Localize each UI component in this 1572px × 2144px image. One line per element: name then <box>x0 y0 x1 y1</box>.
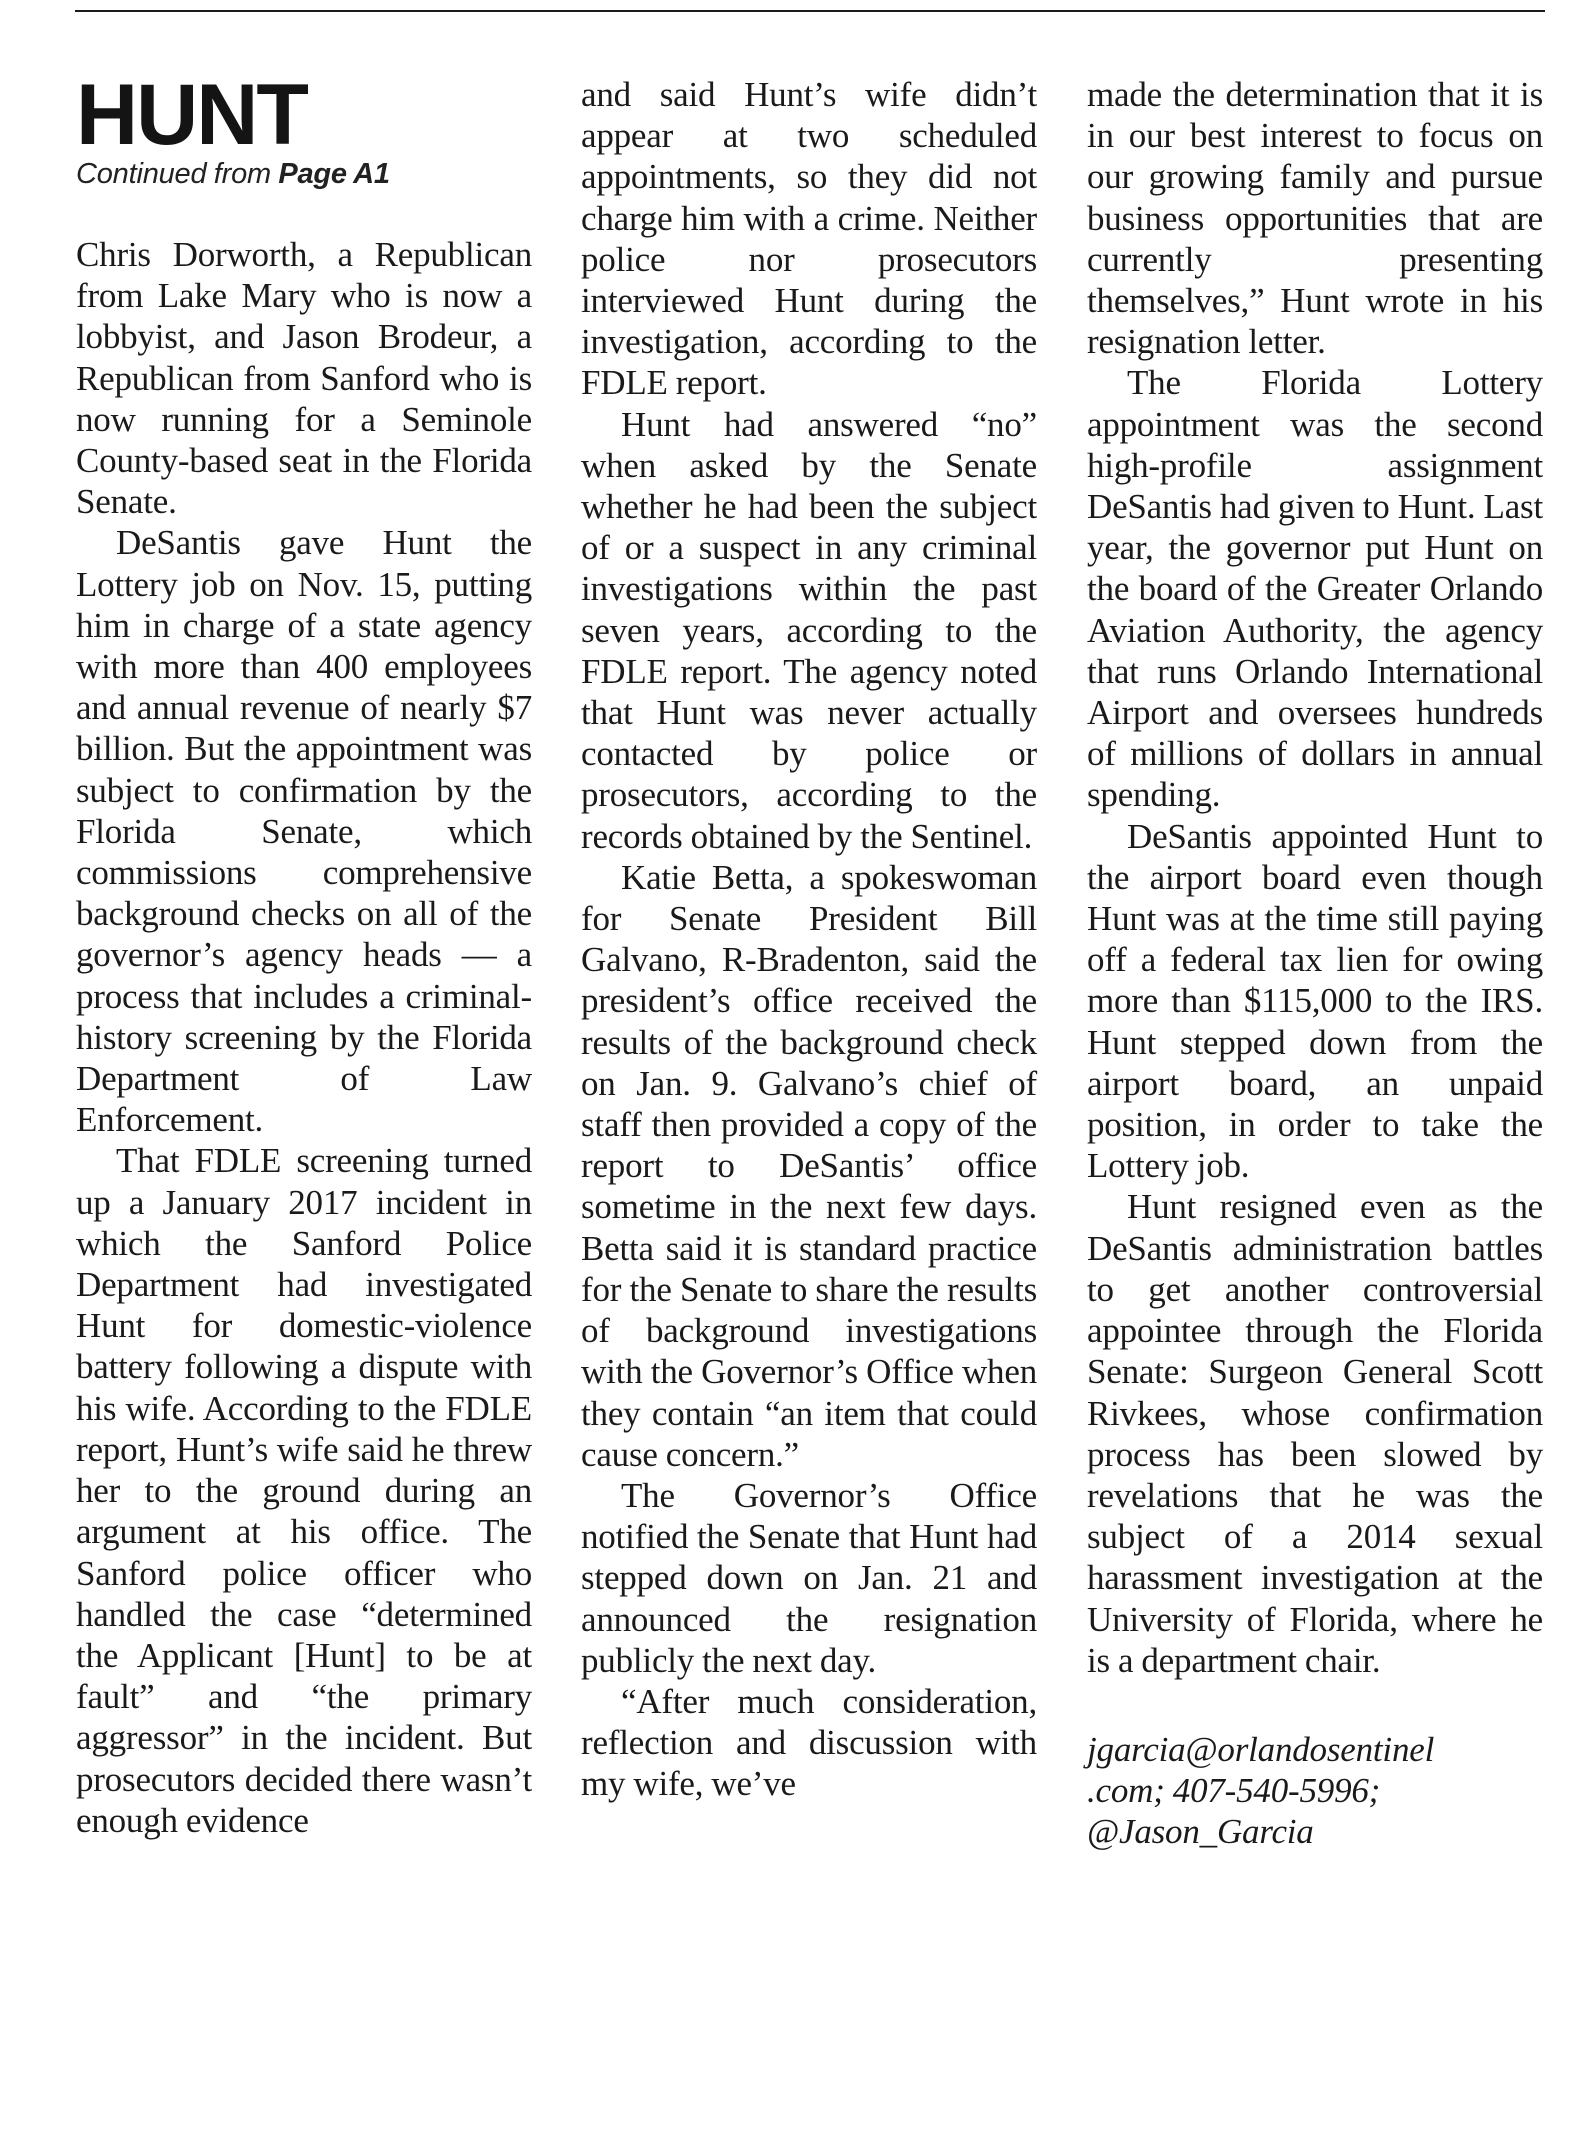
paragraph-6: The Governor’s Office notified the Senate that Hunt had stepped down on Jan. 21 and announced the resignation publicly the next day. <box>581 1475 1037 1680</box>
paragraph-1: Chris Dorworth, a Republican from Lake Mary who is now a lobbyist, and Jason Brodeur, a Republican from Sanford who is now running for a Seminole County-based seat in the Florida Senate. <box>76 235 532 522</box>
signature-email-phone: .com; 407-540-5996; <box>1087 1770 1381 1810</box>
paragraph-2: DeSantis gave Hunt the Lottery job on Nov. 15, putting him in charge of a state agency with more than 400 employees and annual revenue of nearly $7 billion. But the appointment was subject to confirmation by the Florida Senate, which commissions comprehensive background checks on all of the governor’s agency heads — a process that includes a criminal-history screening by the Florida Department of Law Enforcement. <box>76 523 532 1140</box>
paragraph-7-continued: made the determination that it is in our best interest to focus on our growing family and pursue business opportunities that are currently presenting themselves,” Hunt wrote in his resignation letter. <box>1087 75 1543 362</box>
paragraph-3-continued: and said Hunt’s wife didn’t appear at two scheduled appointments, so they did not charge him with a crime. Neither police nor prosecutors interviewed Hunt during the investigation, according to the FDLE report. <box>581 75 1037 403</box>
jump-page: Page A1 <box>278 158 390 190</box>
paragraph-9: DeSantis appointed Hunt to the airport board even though Hunt was at the time still paying off a federal tax lien for owing more than $115,000 to the IRS. Hunt stepped down from the airport board, an unpaid position, in order to take the Lottery job. <box>1087 816 1543 1186</box>
paragraph-10: Hunt resigned even as the DeSantis administration battles to get another controversial appointee through the Florida Senate: Surgeon General Scott Rivkees, whose confirmation process has been slowed by revelations that he was the subject of a 2014 sexual harassment investigation at the University of Florida, where he is a department chair. <box>1087 1187 1543 1680</box>
paragraph-4: Hunt had answered “no” when asked by the Senate whether he had been the subject of or a suspect in any criminal investigations within the past seven years, according to the FDLE report. The agency noted that Hunt was never actually contacted by police or prosecutors, according to the records obtained by the Sentinel. <box>581 404 1037 856</box>
paragraph-5: Katie Betta, a spokeswoman for Senate President Bill Galvano, R-Bradenton, said the president’s office received the results of the background check on Jan. 9. Galvano’s chief of staff then provided a copy of the report to DeSantis’ office sometime in the next few days. Betta said it is standard practice for the Senate to share the results of background investigations with the Governor’s Office when they contain “an item that could cause concern.” <box>581 857 1037 1474</box>
paragraph-7: “After much consideration, reflection and discussion with my wife, we’ve <box>581 1681 1037 1804</box>
signature-handle: @Jason_Garcia <box>1087 1811 1314 1851</box>
jump-prefix: Continued from <box>76 158 271 190</box>
signature-email: jgarcia@orlandosentinel <box>1087 1729 1435 1769</box>
paragraph-8: The Florida Lottery appointment was the second high-profile assignment DeSantis had given to Hunt. Last year, the governor put Hunt on the board of the Greater Orlando Aviation Authority, the agency that runs Orlando International Airport and oversees hundreds of millions of dollars in annual spending. <box>1087 363 1543 815</box>
column-1 <box>76 67 532 1841</box>
author-signature <box>1087 1729 1543 1852</box>
top-rule <box>75 10 1545 12</box>
headline: HUNT <box>76 67 307 163</box>
column-3 <box>1087 74 1543 1852</box>
paragraph-3: That FDLE screening turned up a January 2017 incident in which the Sanford Police Department had investigated Hunt for domestic-violence battery following a dispute with his wife. According to the FDLE report, Hunt’s wife said he threw her to the ground during an argument at his office. The Sanford police officer who handled the case “determined the Applicant [Hunt] to be at fault” and “the primary aggressor” in the incident. But prosecutors decided there wasn’t enough evidence <box>76 1141 532 1840</box>
jump-line <box>76 156 532 192</box>
column-2 <box>581 74 1037 1805</box>
